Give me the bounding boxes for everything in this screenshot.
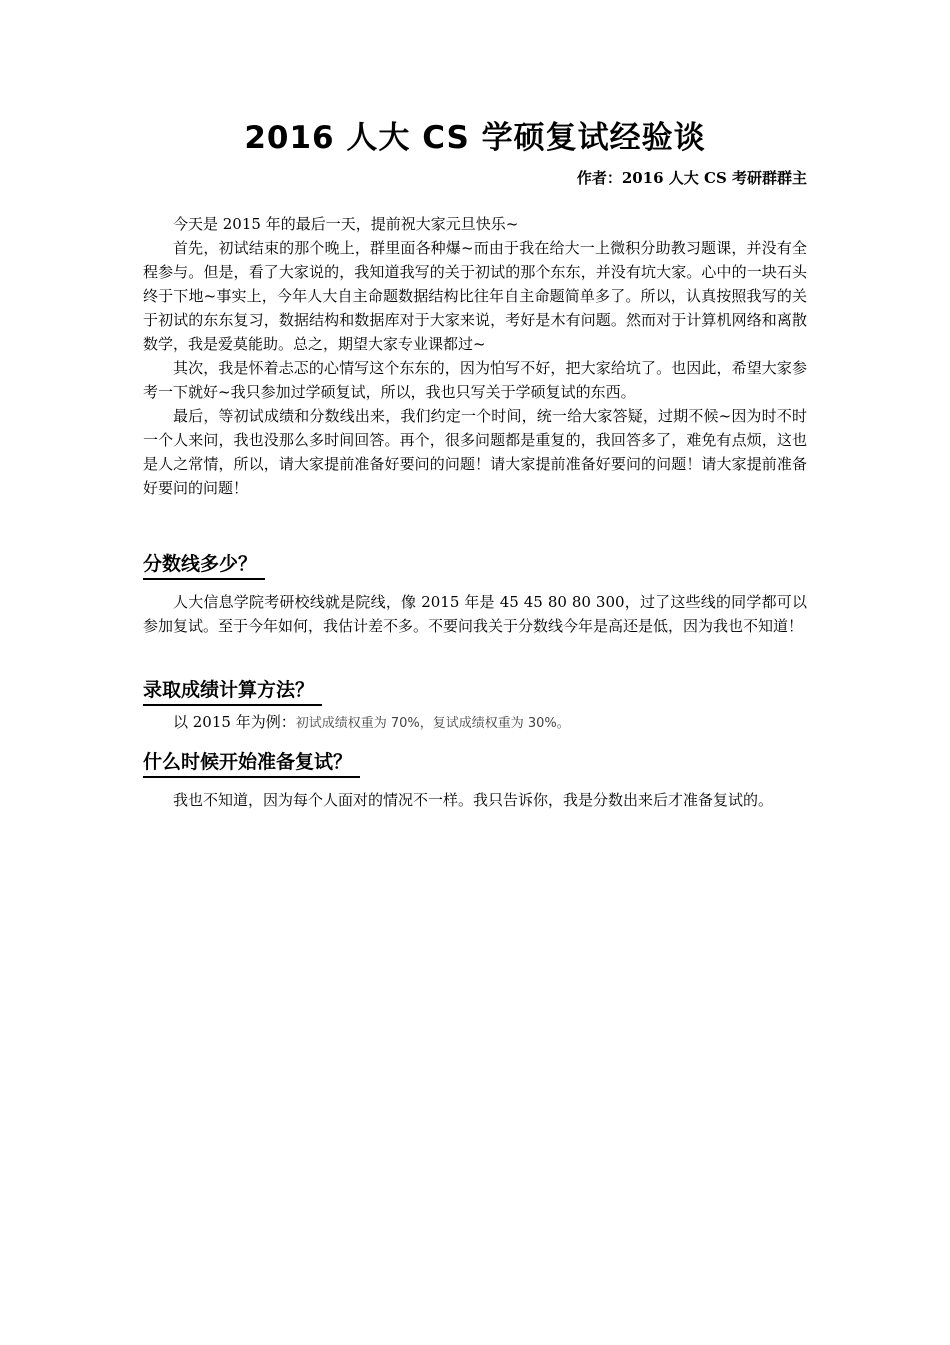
intro-paragraph: 最后，等初试成绩和分数线出来，我们约定一个时间，统一给大家答疑，过期不候~因为时不时一个人来问，我也没那么多时间回答。再个，很多问题都是重复的，我回答多了，难免有点烦，这也是人之常情，所以，请大家提前准备好要问的问题！请大家提前准备好要问的问题！请大家提前准备好要问的问题！ [143, 407, 807, 497]
score-weight-formula: 初试成绩权重为 70%，复试成绩权重为 30%。 [295, 716, 570, 731]
intro-section [143, 212, 807, 500]
section-prep-time-body [143, 788, 807, 812]
intro-paragraph: 其次，我是怀着忐忑的心情写这个东东的，因为怕写不好，把大家给坑了。也因此，希望大家参考一下就好~我只参加过学硕复试，所以，我也只写关于学硕复试的东西。 [143, 359, 807, 401]
section-heading-prep-time: 什么时候开始准备复试？ [143, 748, 360, 778]
section-heading-score-method: 录取成绩计算方法？ [143, 676, 322, 706]
section-paragraph: 我也不知道，因为每个人面对的情况不一样。我只告诉你，我是分数出来后才准备复试的。 [173, 791, 774, 809]
intro-paragraph: 今天是 2015 年的最后一天，提前祝大家元旦快乐~ [173, 215, 519, 233]
author-line: 作者：2016 人大 CS 考研群群主 [576, 169, 807, 187]
section-paragraph: 人大信息学院考研校线就是院线，像 2015 年是 45 45 80 80 300，过了这些线的同学都可以参加复试。至于今年如何，我估计差不多。不要问我关于分数线今年是高还是低，因为我也不知道！ [143, 593, 807, 635]
section-cutoff-body [143, 590, 807, 638]
score-method-line [143, 710, 807, 736]
intro-paragraph: 首先，初试结束的那个晚上，群里面各种爆~而由于我在给大一上微积分助教习题课，并没有全程参与。但是，看了大家说的，我知道我写的关于初试的那个东东，并没有坑大家。心中的一块石头终于下地~事实上，今年人大自主命题数据结构比往年自主命题简单多了。所以，认真按照我写的关于初试的东东复习，数据结构和数据库对于大家来说，考好是木有问题。然而对于计算机网络和离散数学，我是爱莫能助。总之，期望大家专业课都过~ [143, 239, 807, 353]
section-heading-cutoff: 分数线多少？ [143, 550, 265, 580]
document-title: 2016 人大 CS 学硕复试经验谈 [244, 120, 706, 156]
score-method-prefix: 以 2015 年为例： [173, 713, 296, 731]
